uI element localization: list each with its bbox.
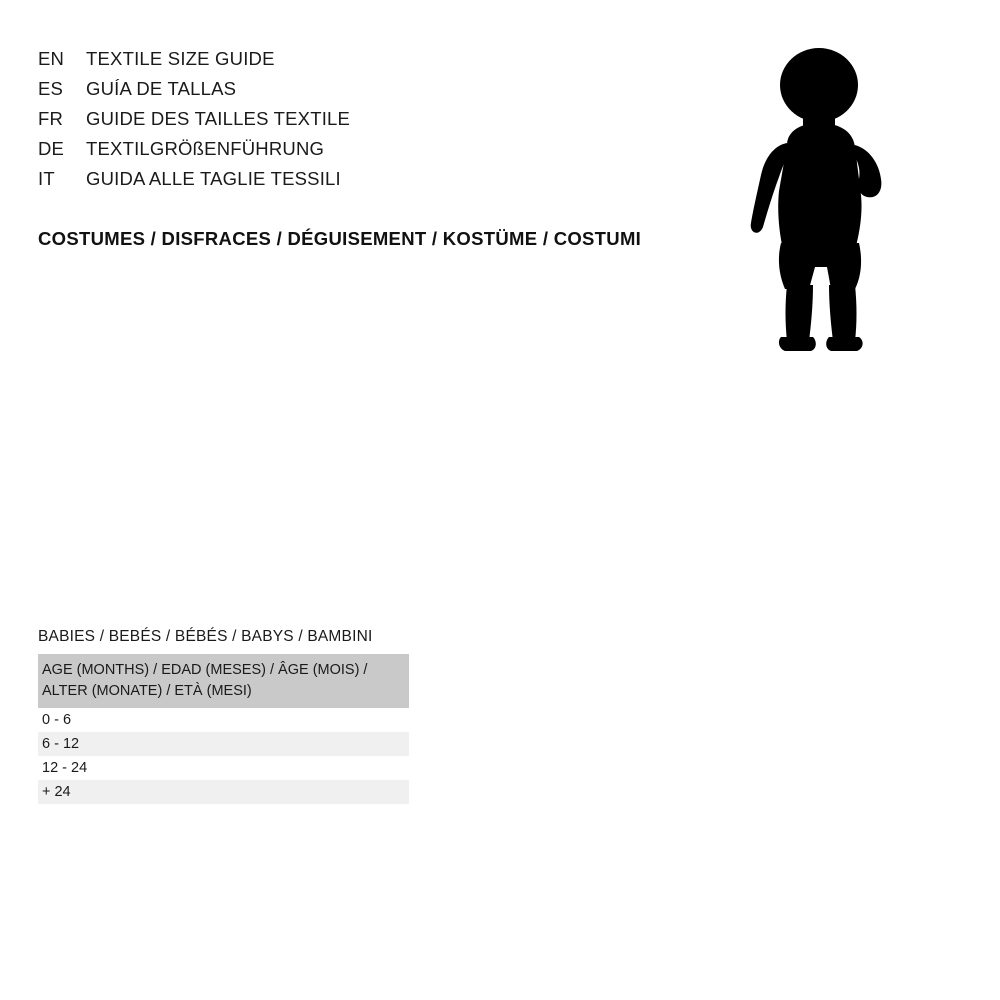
toddler-silhouette-icon — [735, 45, 905, 370]
age-range-cell: 6 - 12 — [38, 732, 409, 756]
table-row — [38, 708, 409, 732]
language-code-de: DE — [38, 138, 65, 159]
size-table — [38, 654, 409, 804]
table-caption: BABIES / BEBÉS / BÉBÉS / BABYS / BAMBINI — [38, 628, 373, 645]
language-title-de: TEXTILGRÖßENFÜHRUNG — [86, 138, 325, 159]
language-title-it: GUIDA ALLE TAGLIE TESSILI — [86, 168, 341, 189]
language-code-it: IT — [38, 168, 55, 189]
size-table-block — [38, 628, 418, 804]
language-code-en: EN — [38, 48, 65, 69]
table-header-row — [38, 654, 409, 708]
language-title-en: TEXTILE SIZE GUIDE — [86, 48, 275, 69]
language-row-fr — [38, 108, 678, 138]
age-range-cell: 12 - 24 — [38, 756, 409, 780]
table-row — [38, 756, 409, 780]
language-row-en — [38, 48, 678, 78]
table-row — [38, 780, 409, 804]
table-header-line-2: ALTER (MONATE) / ETÀ (MESI) — [42, 683, 252, 699]
age-range-cell: 0 - 6 — [38, 708, 409, 732]
language-code-fr: FR — [38, 108, 64, 129]
age-range-cell: + 24 — [38, 780, 409, 804]
language-list — [38, 48, 678, 198]
language-title-fr: GUIDE DES TAILLES TEXTILE — [86, 108, 351, 129]
table-header-cell — [38, 654, 409, 708]
language-row-it — [38, 168, 678, 198]
table-row — [38, 732, 409, 756]
costumes-heading: COSTUMES / DISFRACES / DÉGUISEMENT / KOSTÜME / COSTUMI — [38, 228, 642, 249]
language-row-de — [38, 138, 678, 168]
language-code-es: ES — [38, 78, 64, 99]
language-title-es: GUÍA DE TALLAS — [86, 78, 237, 99]
table-header-line-1: AGE (MONTHS) / EDAD (MESES) / ÂGE (MOIS) / — [42, 662, 368, 678]
language-row-es — [38, 78, 678, 108]
